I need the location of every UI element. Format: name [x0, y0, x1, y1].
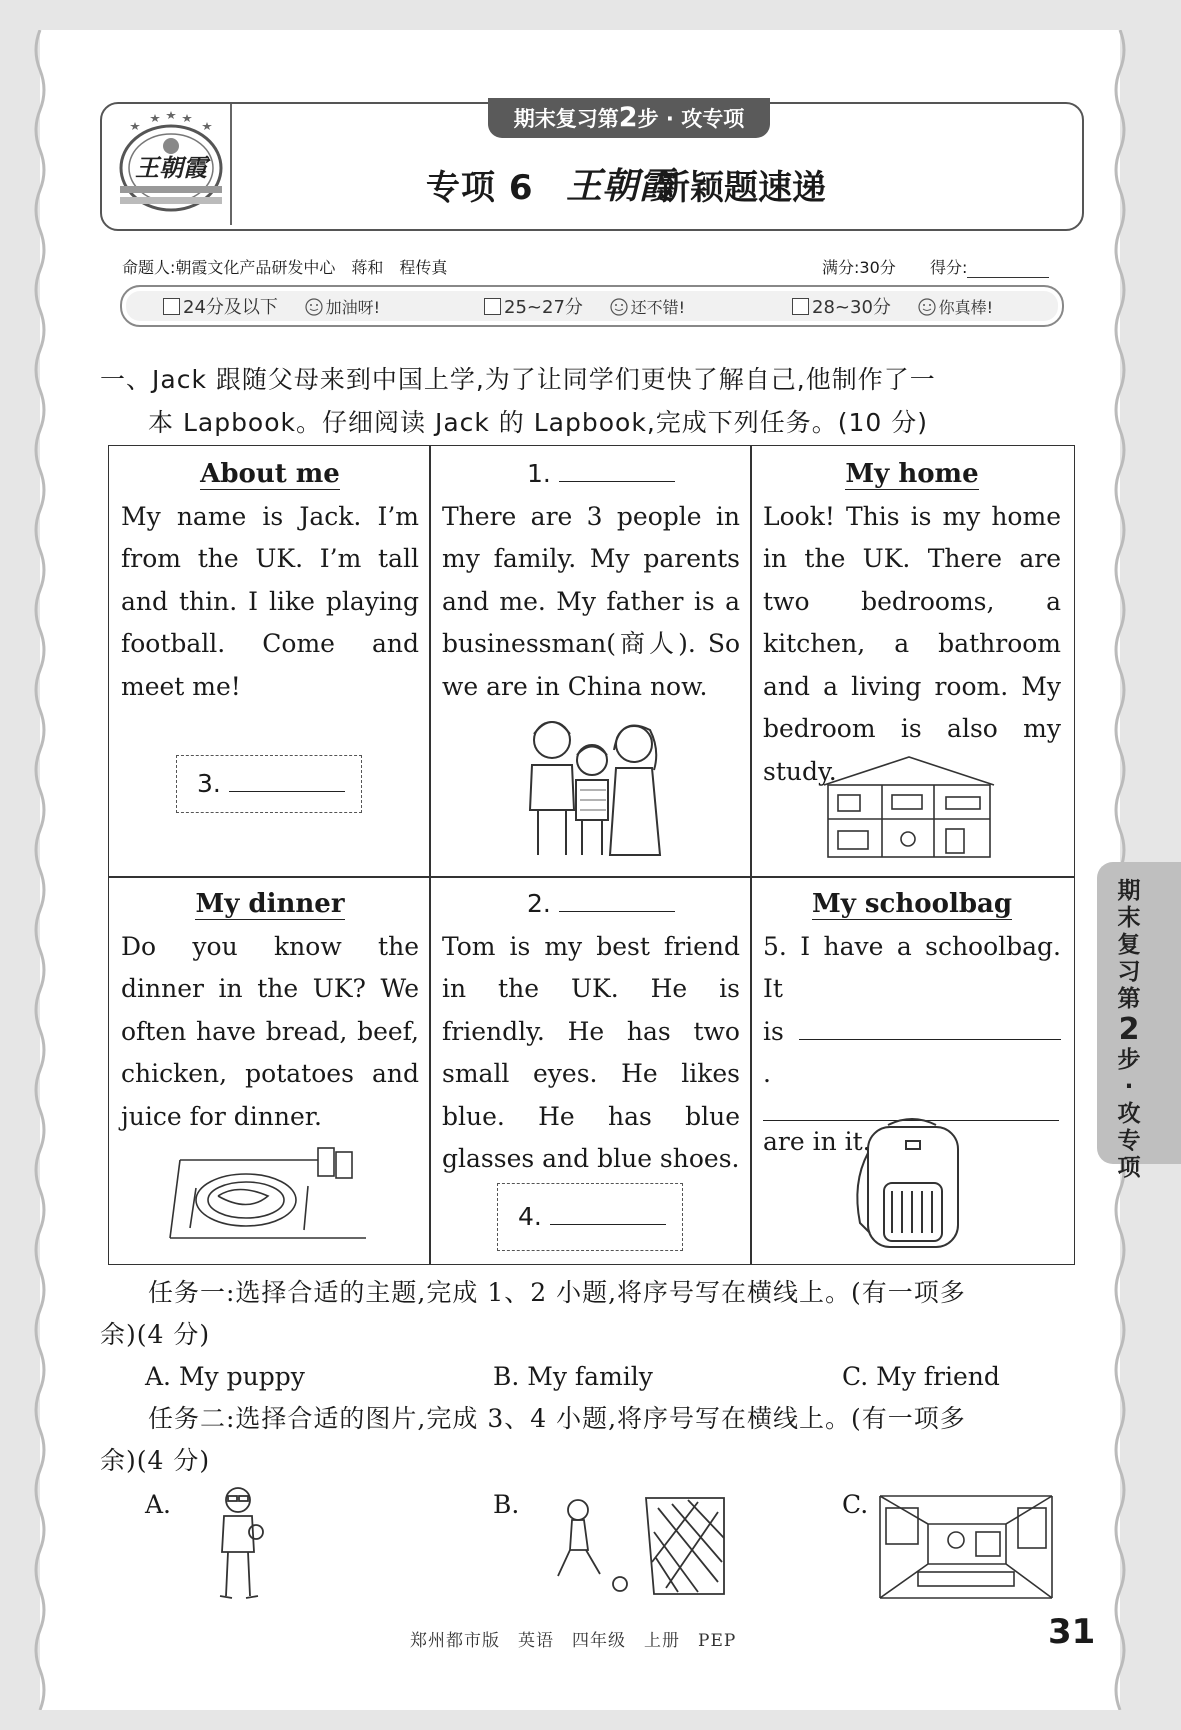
- cell-my-home: [763, 453, 1061, 793]
- answer-blank-4[interactable]: [550, 1200, 666, 1225]
- score-field: 得分:: [930, 255, 1049, 278]
- header-divider: [230, 104, 232, 225]
- task2-instruction-tail: 余)(4 分): [100, 1446, 211, 1475]
- task2-option-a: A.: [145, 1490, 172, 1519]
- logo-text: 王朝霞: [135, 153, 207, 182]
- task2-instruction: 任务二:选择合适的图片,完成 3、4 小题,将序号写在横线上。(有一项多: [148, 1404, 966, 1433]
- schoolbag-tail: are in it.: [763, 1126, 871, 1156]
- wavy-border-left: [32, 30, 48, 1710]
- about-me-title: About me: [200, 459, 340, 489]
- task1-option-a: A. My puppy: [145, 1362, 305, 1391]
- cell-family: 1. There are 3 people in my family. My parents and me. My father is a businessman(商人). So we are in China now.: [442, 459, 740, 701]
- task2-option-c: C.: [842, 1490, 869, 1519]
- smiley-icon: [304, 298, 324, 316]
- cell-my-dinner: [121, 883, 419, 1138]
- page-number: 31: [1048, 1612, 1096, 1652]
- topic-brand: 王朝霞: [566, 165, 675, 207]
- picture-a-boy: [208, 1484, 268, 1604]
- smiley-icon: [917, 298, 937, 316]
- house-picture: [822, 755, 996, 859]
- task2-option-b: B.: [493, 1490, 520, 1519]
- checkbox[interactable]: [792, 298, 809, 315]
- authors: 命题人:朝霞文化产品研发中心 蒋和 程传真: [122, 258, 448, 277]
- header-tab: 期末复习第2步 · 攻专项: [488, 98, 770, 138]
- schoolbag-line1: 5. I have a schoolbag. It: [763, 931, 1061, 1003]
- answer-box-3: 3.: [176, 755, 362, 813]
- checkbox[interactable]: [163, 298, 180, 315]
- answer-box-4: 4.: [497, 1183, 683, 1251]
- answer-blank-5a[interactable]: [799, 1015, 1061, 1040]
- topic-label: 专项 6: [426, 168, 534, 208]
- cell-my-schoolbag: My schoolbag 5. I have a schoolbag. It is . are in it.: [763, 889, 1061, 1156]
- answer-blank-2[interactable]: [559, 887, 675, 912]
- task1-option-b: B. My family: [493, 1362, 653, 1391]
- my-dinner-title: My dinner: [195, 889, 345, 919]
- rating-option-low: 24分及以下 加油呀!: [163, 293, 380, 319]
- task1-instruction: 任务一:选择合适的主题,完成 1、2 小题,将序号写在横线上。(有一项多: [148, 1278, 966, 1307]
- rating-option-mid: 25~27分 还不错!: [484, 293, 685, 319]
- answer-blank-3[interactable]: [229, 767, 345, 792]
- smiley-icon: [609, 298, 629, 316]
- answer-blank-1[interactable]: [559, 457, 675, 482]
- schoolbag-picture: [848, 1113, 976, 1253]
- task1-option-c: C. My friend: [842, 1362, 1000, 1391]
- side-tab-text: 期 末 复 习 第 2 步 · 攻 专 项: [1117, 878, 1141, 1181]
- task1-instruction-tail: 余)(4 分): [100, 1320, 211, 1349]
- brand-logo: [110, 108, 232, 220]
- checkbox[interactable]: [484, 298, 501, 315]
- score-blank[interactable]: [967, 259, 1049, 278]
- family-text: There are 3 people in my family. My parents and me. My father is a businessman(商人). So we are in China now.: [442, 501, 740, 701]
- cell-about-me: [121, 453, 419, 708]
- my-home-title: My home: [845, 459, 979, 489]
- topic-name: 新颖题速递: [656, 168, 826, 208]
- rating-option-high: 28~30分 你真棒!: [792, 293, 993, 319]
- full-score: 满分:30分: [822, 258, 896, 277]
- friend-text: Tom is my best friend in the UK. He is friendly. He has two small eyes. He likes blue. He has blue glasses and blue shoes.: [442, 931, 740, 1173]
- my-dinner-text: Do you know the dinner in the UK? We often have bread, beef, chicken, potatoes and juice for dinner.: [121, 931, 419, 1131]
- my-home-text: Look! This is my home in the UK. There are two bedrooms, a kitchen, a bathroom and a living room. My bedroom is also my study.: [763, 501, 1061, 786]
- dinner-picture: [168, 1138, 368, 1248]
- footer-text: 郑州都市版 英语 四年级 上册 PEP: [410, 1631, 737, 1651]
- picture-c-classroom: [878, 1494, 1054, 1600]
- my-schoolbag-title: My schoolbag: [811, 889, 1013, 919]
- about-me-text: My name is Jack. I’m from the UK. I’m tall and thin. I like playing football. Come and meet me!: [121, 501, 419, 701]
- picture-b-football: [548, 1492, 728, 1600]
- cell-friend: 2. Tom is my best friend in the UK. He is friendly. He has two small eyes. He likes blue. He has blue glasses and blue shoes.: [442, 889, 740, 1173]
- question-title: 一、Jack 跟随父母来到中国上学,为了让同学们更快了解自己,他制作了一 本 Lapbook。仔细阅读 Jack 的 Lapbook,完成下列任务。(10 分): [100, 365, 936, 437]
- family-picture: [510, 710, 670, 860]
